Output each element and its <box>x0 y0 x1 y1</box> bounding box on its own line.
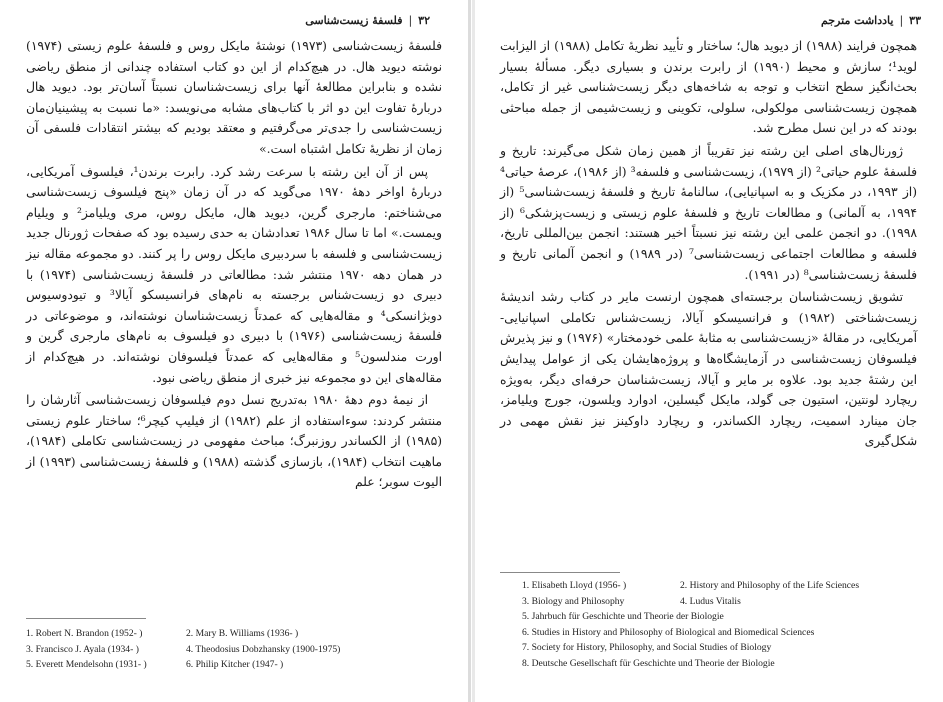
body-text <box>26 36 442 493</box>
footnote: 6. Philip Kitcher (1947- ) <box>186 659 284 670</box>
left-page <box>0 0 468 702</box>
footnote: 1. Robert N. Brandon (1952- ) <box>26 628 143 639</box>
paragraph: از نیمهٔ دوم دههٔ ۱۹۸۰ به‌تدریج نسل دوم فیلسوفان زیست‌شناسی آثارشان را منتشر کردند: سوءاستفاده از علم (۱۹۸۲) از فیلیپ کیچر⁶؛ ساختار علوم زیستی (۱۹۸۵) از الکساندر روزنبرگ؛ مباحث مفهومی در زیست‌شناسی تکاملی (۱۹۸۴)، ماهیت انتخاب (۱۹۸۴)، بازسازی گذشته (۱۹۸۸) و فلسفهٔ زیست‌شناسی (۱۹۹۳) از الیوت سوبر؛ علم <box>26 393 443 490</box>
footnote: 1. Elisabeth Lloyd (1956- ) <box>522 580 627 591</box>
footnote: 7. Society for History, Philosophy, and Social Studies of Biology <box>522 642 772 653</box>
paragraph: همچون فرایند (۱۹۸۸) از دیوید هال؛ ساختار و تأیید نظریهٔ تکامل (۱۹۸۸) از الیزابت لوید¹؛ سازش و محیط (۱۹۹۰) از رابرت برندن و بسیاری دیگر. مسألهٔ بسیار بحث‌انگیز سطح انتخاب و توجه به شاخه‌های دیگر زیست‌شناسی غیر از تکامل، همچون زیست‌شناسی مولکولی، سلولی، تکوینی و زیست‌شیمی از جمله مباحثی بودند که در این نسل مطرح شد. <box>500 39 917 136</box>
footnote: 5. Everett Mendelsohn (1931- ) <box>26 659 147 670</box>
footnote-row <box>26 642 340 658</box>
running-header: ۳۳|یادداشت مترجم <box>820 14 921 27</box>
footnotes <box>522 578 859 671</box>
footnote: 3. Biology and Philosophy <box>522 595 625 607</box>
footnote: 5. Jahrbuch für Geschichte und Theorie der Biologie <box>522 611 724 622</box>
footnote-row <box>522 609 859 625</box>
spine-shadow <box>468 0 471 702</box>
footnote-row <box>522 594 859 610</box>
footnote-row <box>26 626 340 642</box>
footnote-row <box>522 656 859 672</box>
footnote: 4. Ludus Vitalis <box>680 595 741 607</box>
running-header: ۳۲|فلسفهٔ زیست‌شناسی <box>305 14 430 27</box>
footnote: 2. Mary B. Williams (1936- ) <box>186 628 299 639</box>
footnote-row <box>26 657 340 673</box>
footnote-rule <box>26 618 146 619</box>
running-title: فلسفهٔ زیست‌شناسی <box>305 14 403 27</box>
paragraph: ژورنال‌های اصلی این رشته نیز تقریباً از همین زمان شکل می‌گیرند: تاریخ و فلسفهٔ علوم حیاتی² (از ۱۹۷۹)، زیست‌شناسی و فلسفه³ (از ۱۹۸۶)، عرصهٔ حیاتی⁴ (از ۱۹۹۳، در مکزیک و به اسپانیایی)، سالنامهٔ تاریخ و فلسفهٔ زیست‌شناسی⁵ (از ۱۹۹۴، به آلمانی) و مطالعات تاریخ و فلسفهٔ علوم زیستی و زیست‌پزشکی⁶ (از ۱۹۹۸). دو انجمن علمی این رشته نیز نسبتاً اخیر هستند: انجمن بین‌المللی تاریخ، فلسفه و مطالعات اجتماعی زیست‌شناسی⁷ (در ۱۹۸۹) و انجمن آلمانی تاریخ و فلسفهٔ زیست‌شناسی⁸ (در ۱۹۹۱). <box>500 143 918 282</box>
footnote-rule <box>500 572 620 573</box>
spine-shadow <box>472 0 475 702</box>
paragraph: تشویق زیست‌شناسان برجسته‌ای همچون ارنست مایر در کتاب رشد اندیشهٔ زیست‌شناختی (۱۹۸۲) و فرانسیسکو آیالا، زیست‌شناس تکاملی اسپانیایی-آمریکایی، در مقالهٔ «زیست‌شناسی به مثابهٔ علمی خودمختار» (۱۹۷۶) و نیز پذیرش فیلسوفان زیست‌شناسی در آزمایشگاه‌ها و پروژه‌هایشان یکی از عوامل پیدایش این رشتهٔ جدید بود. علاوه بر مایر و آیالا، زیست‌شناسان حرفه‌ای دیگر، به‌ویژه ریچارد لونتین، استیون جی گولد، مایکل گیسلین، ادوارد ویلسون، جورج ویلیامز، جان مینارد اسمیت، ریچارد الکساندر، و ریچارد داوکینز نیز نقش مهمی در شکل‌گیری <box>500 290 917 449</box>
footnotes <box>26 626 340 673</box>
footnote: 2. History and Philosophy of the Life Sciences <box>680 580 860 591</box>
page-number: ۳۳ <box>909 14 921 27</box>
paragraph: فلسفهٔ زیست‌شناسی (۱۹۷۳) نوشتهٔ مایکل روس و فلسفهٔ علوم زیستی (۱۹۷۴) نوشته دیوید هال. در هیچ‌کدام از این دو کتاب استفاده چندانی از منطق ریاضی نشده و بنابراین مطالعهٔ آنها برای زیست‌شناسان نسبتاً آسان‌تر بود. دیوید هال دربارهٔ تفاوت این دو اثر با کتاب‌های مشابه می‌نویسد: «ما نسبت به پیشینیان‌مان زیست‌شناسی را جدی‌تر می‌گرفتیم و معتقد بودیم که بیشتر انتقادات فلسفی آن زمان از نظریهٔ تکامل اشتباه است.» <box>26 39 442 156</box>
paragraph: پس از آن این رشته با سرعت رشد کرد. رابرت برندن¹، فیلسوف آمریکایی، دربارهٔ اواخر دههٔ ۱۹۷۰ می‌گوید که در آن زمان «پنج فیلسوف زیست‌شناسی می‌شناختم: مارجری گرین، دیوید هال، مایکل روس، مری ویلیامز² و ویلیام ویمست.» اما تا سال ۱۹۸۶ تعدادشان به حدی رسیده بود که صفحات ژورنال جدید زیست‌شناسی و فلسفه با سردبیری مایکل روس را پر کنند. دو مجموعه مقاله نیز در همان دهه ۱۹۷۰ منتشر شد: مطالعاتی در فلسفهٔ زیست‌شناسی (۱۹۷۴) با دبیری دو زیست‌شناس برجسته به نام‌های فرانسیسکو آیالا³ و تیودوسیوس دوبژانسکی⁴ و مقاله‌هایی که عمدتاً زیست‌شناسان نوشته‌اند، و موضوعاتی در فلسفهٔ زیست‌شناسی (۱۹۷۶) با دبیری دو فیلسوف به نام‌های مارجری گرین و اورت مندلسون⁵ و مقاله‌هایی که عمدتاً فیلسوفان نوشته‌اند. در هیچ‌کدام از مقاله‌های این دو مجموعه نیز خبری از منطق ریاضی نبود. <box>26 164 442 385</box>
running-title: یادداشت مترجم <box>820 14 894 27</box>
footnote: 6. Studies in History and Philosophy of Biological and Biomedical Sciences <box>522 626 815 638</box>
footnote-row <box>522 578 859 594</box>
body-text <box>500 36 917 452</box>
footnote: 8. Deutsche Gesellschaft für Geschichte und Theorie der Biologie <box>522 657 775 669</box>
right-page <box>476 0 943 702</box>
footnote: 4. Theodosius Dobzhansky (1900-1975) <box>186 643 341 655</box>
footnote-row <box>522 640 859 656</box>
footnote: 3. Francisco J. Ayala (1934- ) <box>26 643 139 655</box>
footnote-row <box>522 625 859 641</box>
page-number: ۳۲ <box>418 14 430 27</box>
